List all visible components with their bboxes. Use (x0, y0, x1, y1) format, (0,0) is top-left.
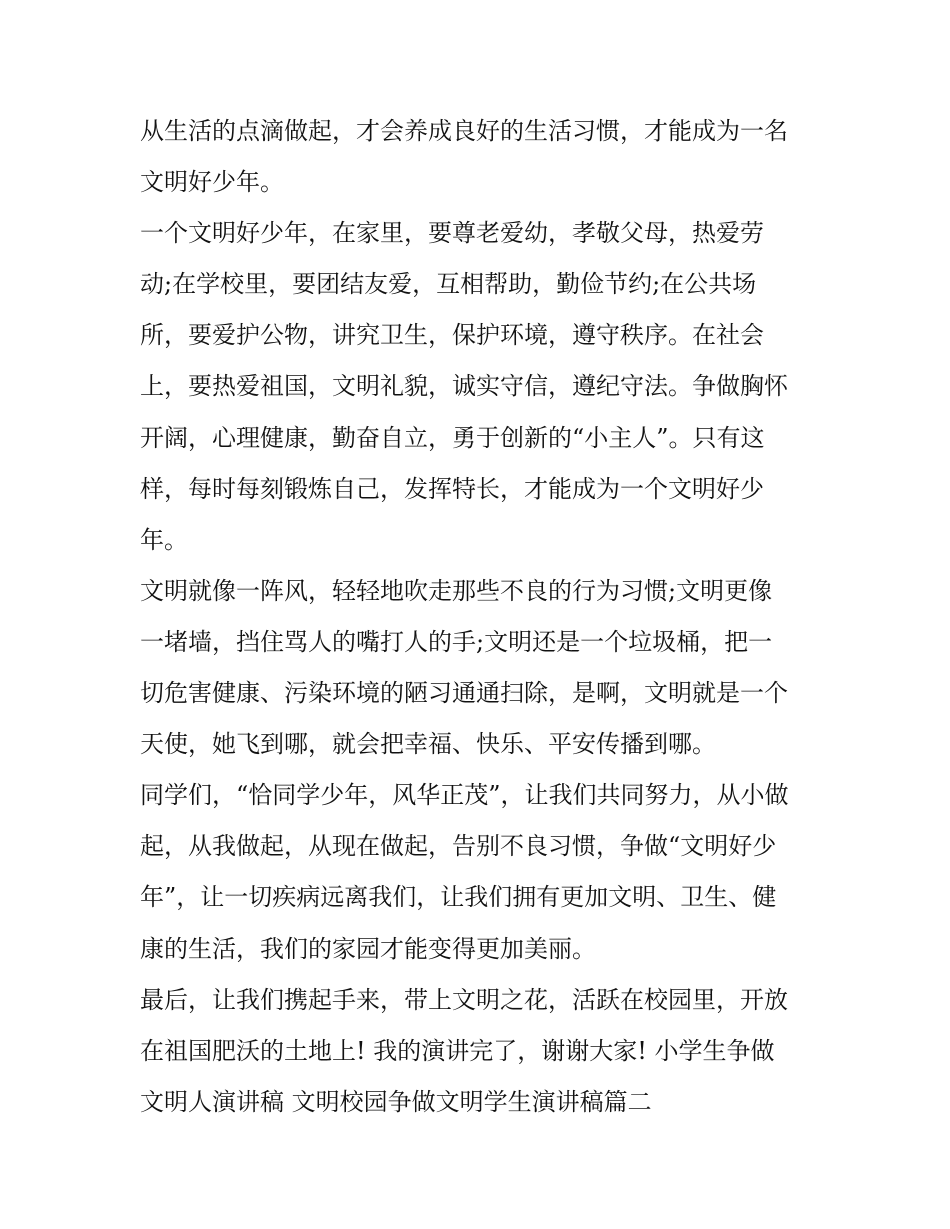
text-line: 年。 (140, 525, 188, 554)
text-line: 样，每时每刻锻炼自己，发挥特长，才能成为一个文明好少 (140, 474, 764, 503)
text-line: 在祖国肥沃的土地上! 我的演讲完了，谢谢大家! 小学生争做 (140, 1036, 775, 1065)
text-line: 最后，让我们携起手来，带上文明之花，活跃在校园里，开放 (140, 985, 788, 1014)
text-line: 从生活的点滴做起，才会养成良好的生活习惯，才能成为一名 (140, 117, 788, 145)
text-line: 同学们，“恰同学少年，风华正茂”，让我们共同努力，从小做 (140, 781, 789, 810)
text-line: 一堵墙，挡住骂人的嘴打人的手;文明还是一个垃圾桶，把一 (140, 627, 773, 656)
text-line: 康的生活，我们的家园才能变得更加美丽。 (140, 934, 596, 963)
text-line: 动;在学校里，要团结友爱，互相帮助，勤俭节约;在公共场 (140, 270, 757, 299)
text-line: 文明人演讲稿 文明校园争做文明学生演讲稿篇二 (140, 1087, 652, 1116)
text-line: 天使，她飞到哪，就会把幸福、快乐、平安传播到哪。 (140, 730, 716, 759)
text-line: 文明就像一阵风，轻轻地吹走那些不良的行为习惯;文明更像 (140, 576, 773, 605)
text-line: 上，要热爱祖国，文明礼貌，诚实守信，遵纪守法。争做胸怀 (140, 372, 788, 401)
text-line: 切危害健康、污染环境的陋习通通扫除，是啊，文明就是一个 (140, 679, 788, 708)
text-line: 一个文明好少年，在家里，要尊老爱幼，孝敬父母，热爱劳 (140, 219, 764, 248)
text-line: 文明好少年。 (140, 168, 284, 197)
text-line: 年”，让一切疾病远离我们，让我们拥有更加文明、卫生、健 (140, 883, 777, 912)
text-line: 开阔，心理健康，勤奋自立，勇于创新的“小主人”。只有这 (140, 423, 765, 452)
text-line: 所，要爱护公物，讲究卫生，保护环境，遵守秩序。在社会 (140, 321, 764, 350)
document-body (140, 106, 820, 1128)
text-line: 起，从我做起，从现在做起，告别不良习惯，争做“文明好少 (140, 832, 777, 861)
